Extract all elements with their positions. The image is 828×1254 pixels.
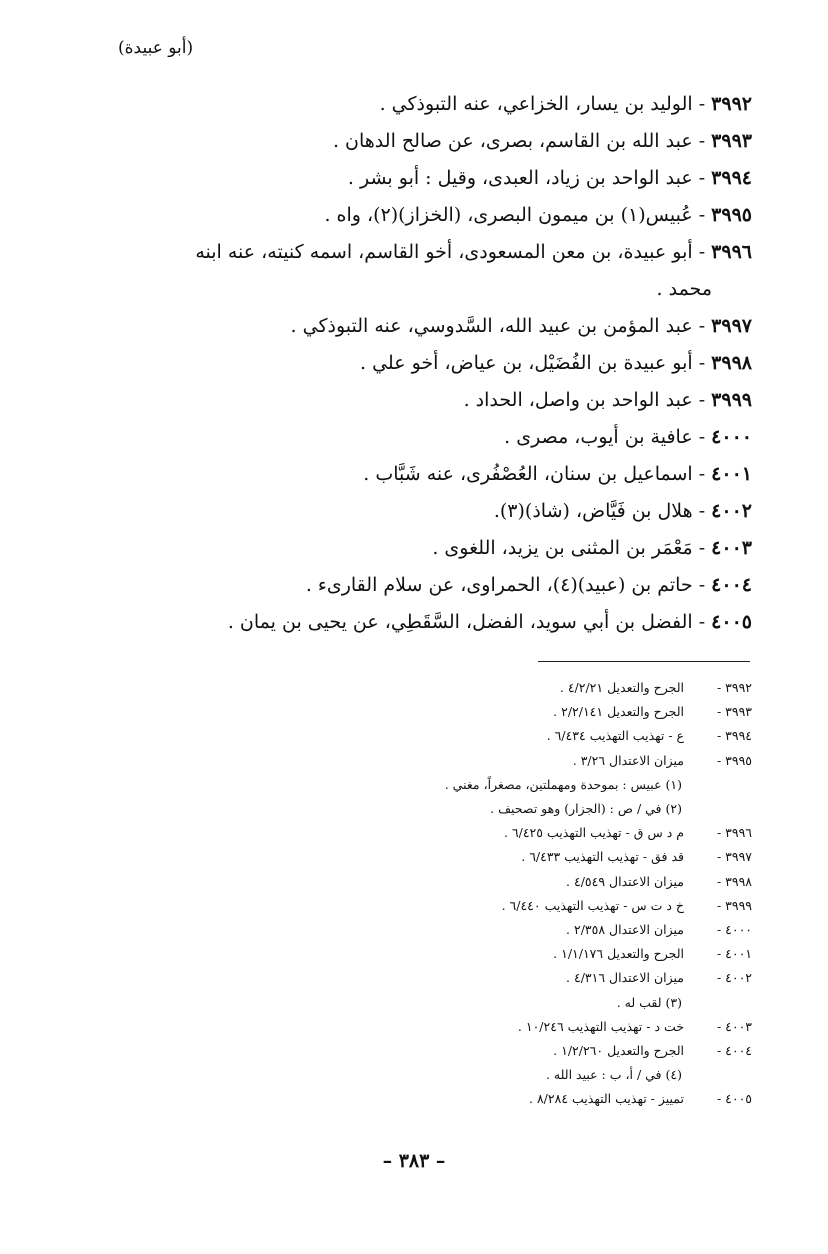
note-row bbox=[372, 1039, 752, 1063]
note-text: الجرح والتعديل ١/٢/٢٦٠ . bbox=[553, 1043, 684, 1059]
entry: ٣٩٩٦ - أبو عبيدة، بن معن المسعودى، أخو القاسم، اسمه كنيته، عنه ابنه محمد . bbox=[112, 234, 752, 308]
entry: ٤٠٠٠ - عافية بن أيوب، مصرى . bbox=[504, 426, 752, 448]
note-text: خت د - تهذيب التهذيب ١٠/٢٤٦ . bbox=[517, 1018, 684, 1034]
entry-text: عافية بن أيوب، مصرى . bbox=[504, 426, 693, 448]
note-row bbox=[372, 700, 752, 724]
note-number: ٤٠٠٢ - bbox=[716, 970, 752, 986]
entry-number: ٤٠٠٥ bbox=[711, 611, 752, 633]
entry: ٣٩٩٤ - عبد الواحد بن زياد، العبدى، وقيل : أبو بشر . bbox=[347, 167, 752, 189]
entry: ٣٩٩٨ - أبو عبيدة بن الفُضَيْل، بن عياض، أخو علي . bbox=[360, 352, 752, 374]
note-number: ٣٩٩٦ - bbox=[716, 825, 752, 841]
note-row bbox=[372, 1015, 752, 1039]
note-number: ٤٠٠٠ - bbox=[716, 922, 752, 938]
entry-text: اسماعيل بن سنان، العُصْفُرى، عنه شَبَّاب . bbox=[363, 463, 693, 485]
entry: ٣٩٩٧ - عبد المؤمن بن عبيد الله، السَّدوسي، عنه التبوذكي . bbox=[290, 315, 752, 337]
entry-number: ٤٠٠٤ bbox=[711, 574, 752, 596]
note-text: ع - تهذيب التهذيب ٦/٤٣٤ . bbox=[546, 728, 684, 744]
notes-list bbox=[372, 676, 752, 1112]
note-row bbox=[372, 966, 752, 990]
footnote-row bbox=[372, 773, 752, 797]
note-text: الجرح والتعديل ٤/٢/٢١ . bbox=[559, 680, 684, 695]
footnote-row bbox=[372, 991, 752, 1015]
entry-number: ٤٠٠٠ bbox=[711, 426, 752, 448]
entry-text: عبد الله بن القاسم، بصرى، عن صالح الدهان . bbox=[332, 130, 693, 152]
note-text: خ د ت س - تهذيب التهذيب ٦/٤٤٠ . bbox=[501, 897, 684, 913]
entry-text: هلال بن فَيَّاض، (شاذ)(٣). bbox=[493, 500, 693, 522]
entry-number: ٣٩٩٥ bbox=[711, 204, 752, 226]
footnote-text: (٢) في / ص : (الجزار) وهو تصحيف . bbox=[490, 801, 682, 817]
entry-number: ٣٩٩٨ bbox=[711, 352, 752, 374]
entry-number: ٣٩٩٧ bbox=[711, 315, 752, 337]
note-text: ميزان الاعتدال ٢/٣٥٨ . bbox=[566, 922, 684, 938]
note-text: م د س ق - تهذيب التهذيب ٦/٤٢٥ . bbox=[503, 825, 684, 841]
note-text: ميزان الاعتدال ٤/٣١٦ . bbox=[566, 970, 684, 986]
note-row bbox=[372, 942, 752, 966]
entry-text: عبد الواحد بن زياد، العبدى، وقيل : أبو بشر . bbox=[347, 167, 693, 189]
note-number: ٣٩٩٥ - bbox=[716, 752, 752, 768]
entry-text: الفضل بن أبي سويد، الفضل، السَّقَطِي، عن يحيى بن يمان . bbox=[227, 611, 693, 633]
note-row bbox=[372, 749, 752, 773]
entry: ٣٩٩٥ - عُبيس(١) بن ميمون البصرى، (الخزاز)(٢)، واه . bbox=[324, 204, 752, 226]
entry: ٤٠٠١ - اسماعيل بن سنان، العُصْفُرى، عنه شَبَّاب . bbox=[363, 463, 752, 485]
entry-number: ٣٩٩٦ bbox=[711, 241, 752, 263]
note-row bbox=[372, 724, 752, 748]
note-row bbox=[372, 845, 752, 869]
entry-text: الوليد بن يسار، الخزاعي، عنه التبوذكي . bbox=[379, 93, 693, 115]
entry-number: ٤٠٠١ bbox=[711, 463, 752, 485]
note-text: قد فق - تهذيب التهذيب ٦/٤٣٣ . bbox=[521, 849, 684, 865]
entry-number: ٣٩٩٢ bbox=[711, 93, 752, 115]
footnote-row bbox=[372, 797, 752, 821]
entry-list bbox=[112, 86, 752, 641]
entry: ٣٩٩٢ - الوليد بن يسار، الخزاعي، عنه التبوذكي . bbox=[379, 93, 752, 115]
entry-text: أبو عبيدة بن الفُضَيْل، بن عياض، أخو علي . bbox=[360, 352, 693, 374]
entry-number: ٤٠٠٢ bbox=[711, 500, 752, 522]
page-number: – ٣٨٣ – bbox=[382, 1150, 446, 1172]
entry-number: ٣٩٩٩ bbox=[711, 389, 752, 411]
entry-text: حاتم بن (عبيد)(٤)، الحمراوى، عن سلام القارىء . bbox=[305, 574, 693, 596]
entry-number: ٣٩٩٤ bbox=[711, 167, 752, 189]
footnote-text: (٣) لقب له . bbox=[616, 994, 682, 1010]
entry-number: ٣٩٩٣ bbox=[711, 130, 752, 152]
note-number: ٣٩٩٩ - bbox=[716, 897, 752, 913]
note-number: ٤٠٠٥ - bbox=[716, 1091, 752, 1107]
note-text: ميزان الاعتدال ٤/٥٤٩ . bbox=[566, 873, 684, 889]
note-row bbox=[372, 1087, 752, 1111]
note-row bbox=[372, 870, 752, 894]
entry-text: عُبيس(١) بن ميمون البصرى، (الخزاز)(٢)، واه . bbox=[324, 204, 693, 226]
note-number: ٣٩٩٣ - bbox=[716, 704, 752, 720]
entry: ٣٩٩٩ - عبد الواحد بن واصل، الحداد . bbox=[463, 389, 752, 411]
entry: ٣٩٩٣ - عبد الله بن القاسم، بصرى، عن صالح الدهان . bbox=[332, 130, 752, 152]
entry: ٤٠٠٤ - حاتم بن (عبيد)(٤)، الحمراوى، عن سلام القارىء . bbox=[305, 574, 752, 596]
note-number: ٣٩٩٤ - bbox=[716, 728, 752, 744]
note-number: ٤٠٠٤ - bbox=[716, 1043, 752, 1059]
note-number: ٣٩٩٧ - bbox=[716, 849, 752, 865]
entry-text: عبد الواحد بن واصل، الحداد . bbox=[463, 389, 693, 411]
entry: ٤٠٠٣ - مَعْمَر بن المثنى بن يزيد، اللغوى . bbox=[432, 537, 752, 559]
note-row bbox=[372, 918, 752, 942]
note-number: ٤٠٠٣ - bbox=[716, 1018, 752, 1034]
footnote-text: (١) عبيس : بموحدة ومهملتين، مصغراً، مغني . bbox=[444, 776, 682, 792]
entry-text: مَعْمَر بن المثنى بن يزيد، اللغوى . bbox=[432, 537, 693, 559]
note-number: ٣٩٩٢ - bbox=[716, 680, 752, 695]
running-head: (أبو عبيدة) bbox=[118, 38, 194, 58]
note-number: ٣٩٩٨ - bbox=[716, 873, 752, 889]
entry-text: عبد المؤمن بن عبيد الله، السَّدوسي، عنه التبوذكي . bbox=[290, 315, 693, 337]
note-row bbox=[372, 894, 752, 918]
entry-text: أبو عبيدة، بن معن المسعودى، أخو القاسم، اسمه كنيته، عنه ابنه bbox=[195, 241, 693, 263]
note-text: الجرح والتعديل ٢/٢/١٤١ . bbox=[553, 704, 684, 720]
note-number: ٤٠٠١ - bbox=[716, 946, 752, 962]
footnote-row bbox=[372, 1063, 752, 1087]
note-text: الجرح والتعديل ١/١/١٧٦ . bbox=[553, 946, 684, 962]
entry: ٤٠٠٥ - الفضل بن أبي سويد، الفضل، السَّقَطِي، عن يحيى بن يمان . bbox=[227, 611, 752, 633]
entry: ٤٠٠٢ - هلال بن فَيَّاض، (شاذ)(٣). bbox=[493, 500, 752, 522]
note-text: تمييز - تهذيب التهذيب ٨/٢٨٤ . bbox=[529, 1091, 684, 1107]
note-row bbox=[372, 676, 752, 700]
entry-continuation: محمد . bbox=[656, 278, 712, 300]
footnote-divider bbox=[538, 661, 750, 662]
entry-number: ٤٠٠٣ bbox=[711, 537, 752, 559]
note-text: ميزان الاعتدال ٣/٢٦ . bbox=[572, 752, 684, 768]
note-row bbox=[372, 821, 752, 845]
footnote-text: (٤) في / أ، ب : عبيد الله . bbox=[545, 1067, 682, 1083]
